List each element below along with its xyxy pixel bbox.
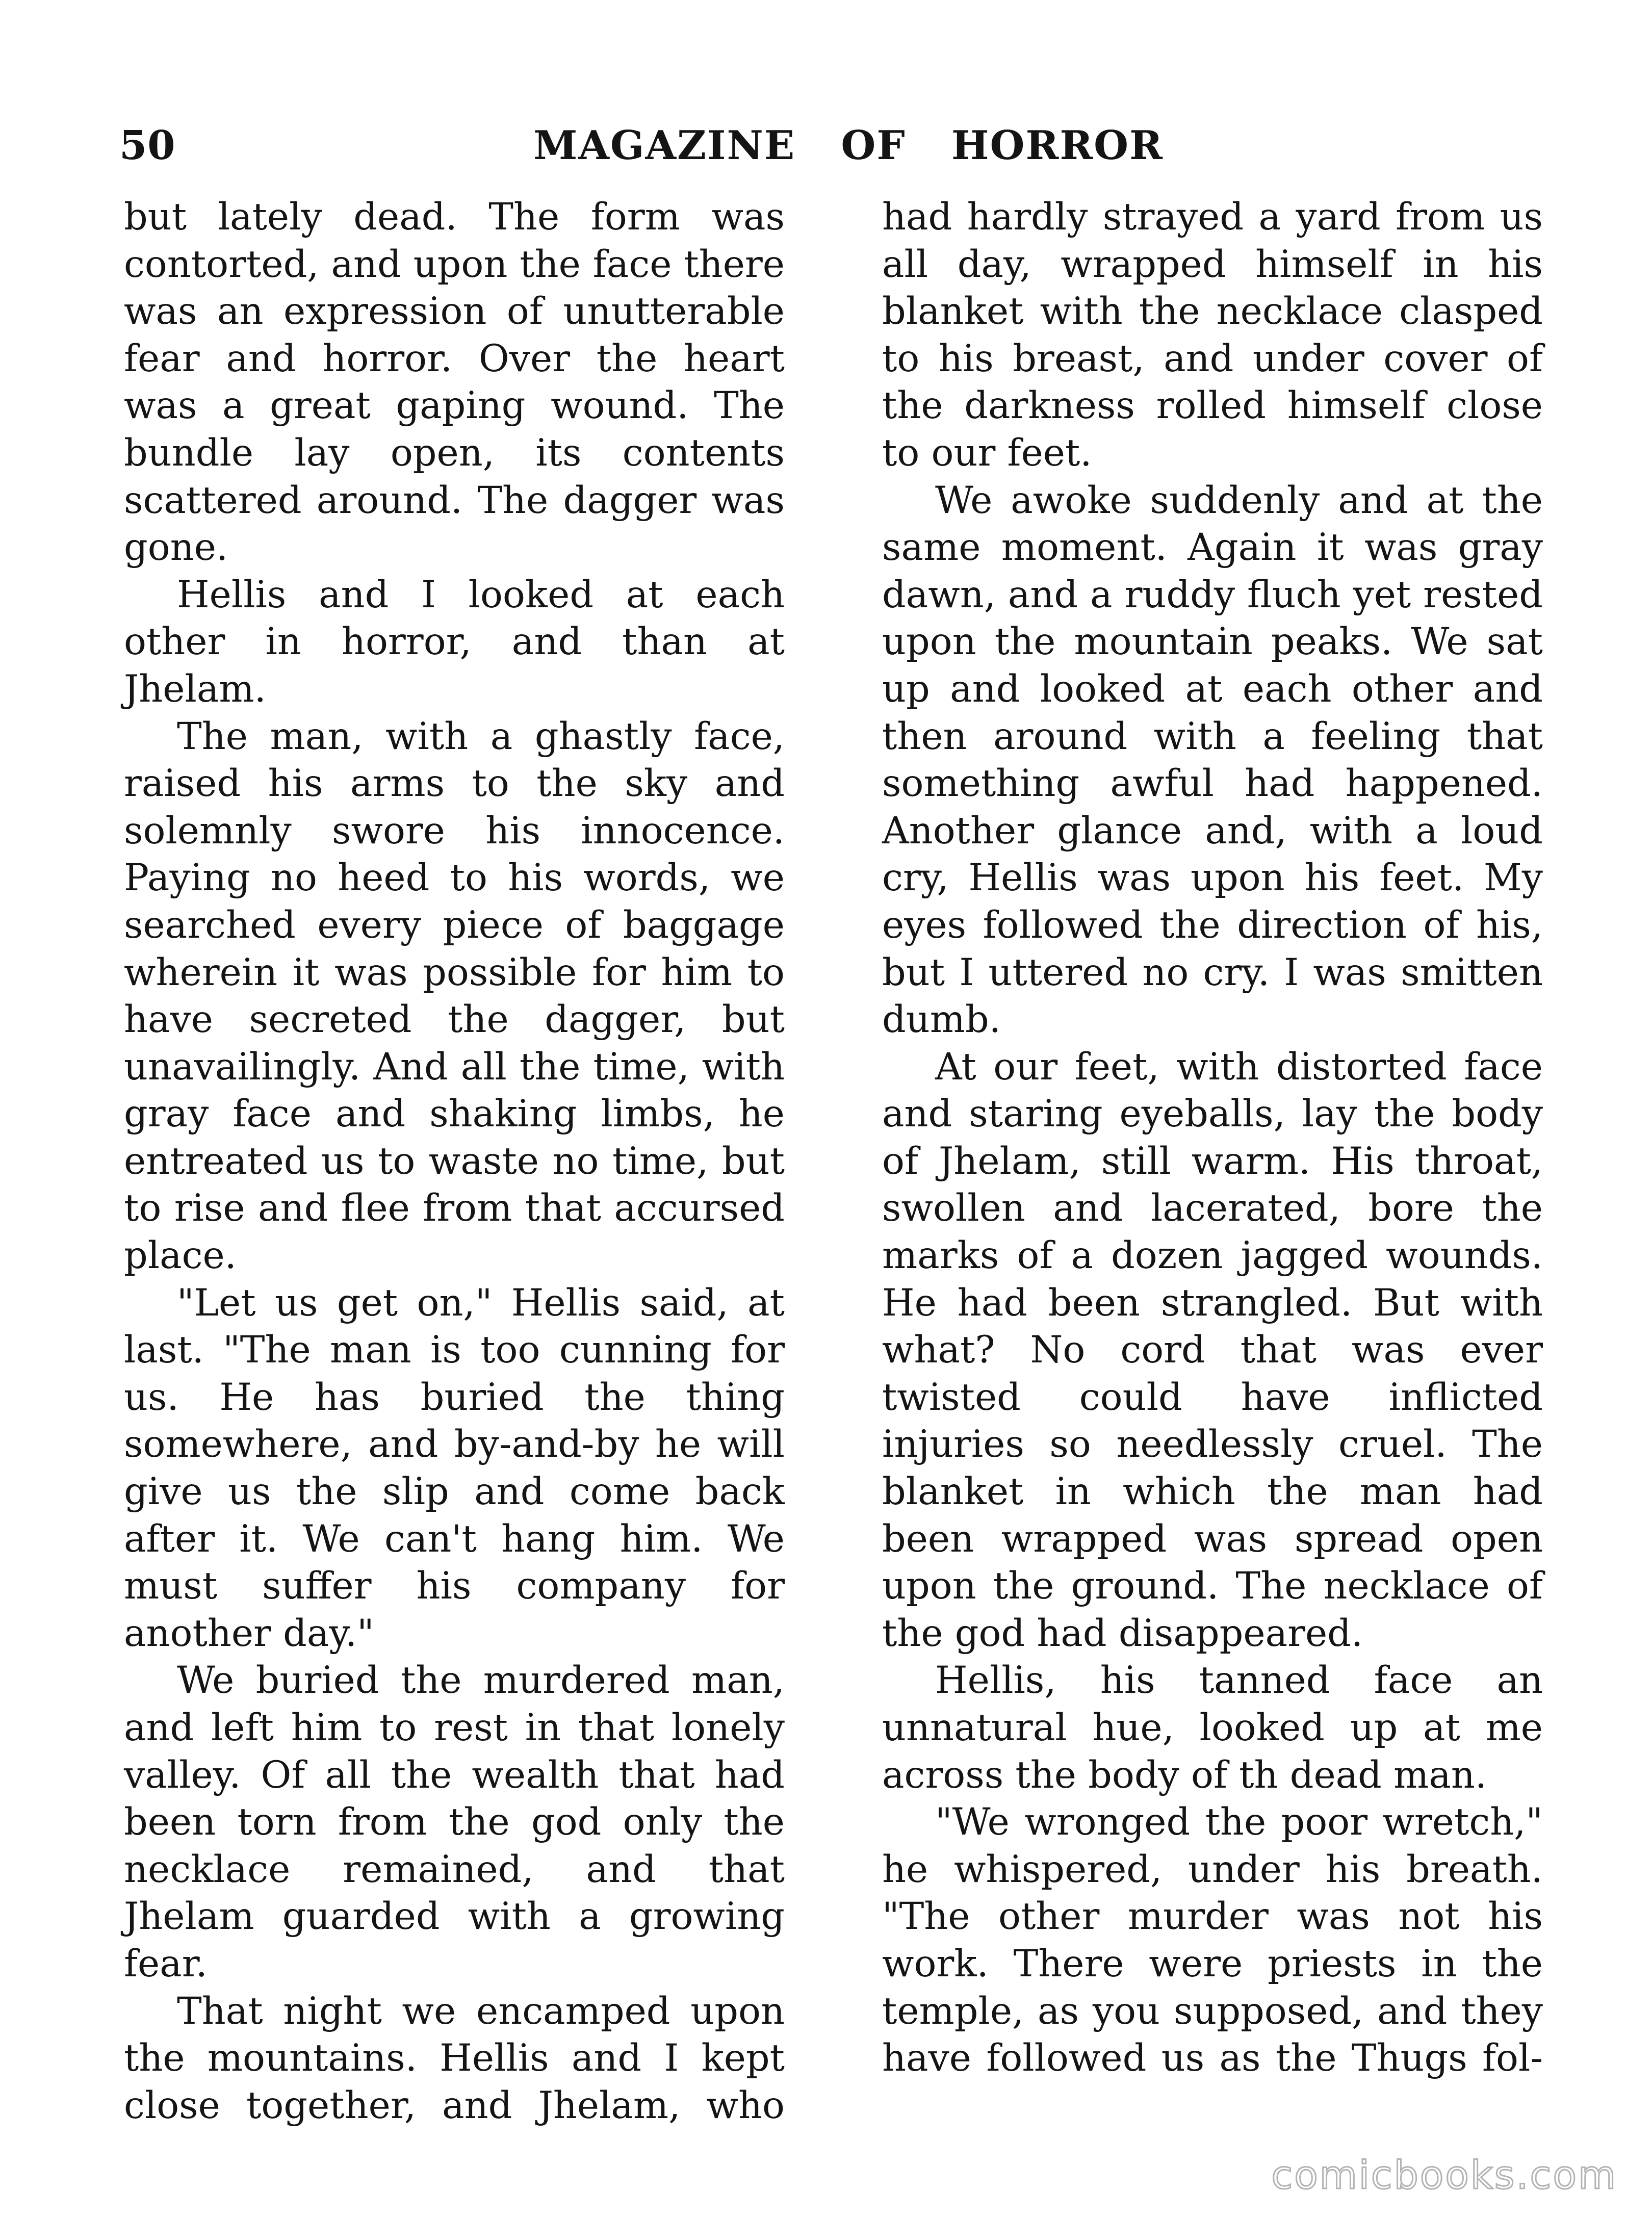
page-header bbox=[119, 122, 1547, 178]
page-number: 50 bbox=[119, 122, 176, 169]
paragraph: had hardly strayed a yard from us all day, wrapped himself in his blanket with the necklace clasped to his breast, and under cover of the darkness rolled himself close to our feet. bbox=[882, 195, 1543, 475]
running-title: MAGAZINE OF HORROR bbox=[533, 122, 1164, 169]
paragraph: "Let us get on," Hellis said, at last. "The man is too cunning for us. He has buried the thing somewhere, and by-and-by he will give us the slip and come back after it. We can't hang him. We must suffer his company for another day." bbox=[124, 1281, 785, 1655]
left-column bbox=[124, 194, 785, 2129]
paragraph: That night we encamped upon the mountains. Hellis and I kept close together, and Jhelam, who bbox=[124, 1989, 785, 2127]
right-column bbox=[882, 194, 1543, 2082]
paragraph: Hellis, his tanned face an unnatural hue, looked up at me across the body of th dead man. bbox=[882, 1659, 1543, 1797]
paragraph: We buried the murdered man, and left him to rest in that lonely valley. Of all the wealth that had been torn from the god only the necklace remained, and that Jhelam guarded with a growing fear. bbox=[124, 1659, 785, 1985]
watermark: comicbooks.com bbox=[1271, 2152, 1617, 2198]
paragraph: but lately dead. The form was contorted, and upon the face there was an expression of unutterable fear and horror. Over the heart was a great gaping wound. The bundle lay open, its contents scattered around. The dagger was gone. bbox=[124, 195, 785, 570]
paragraph: At our feet, with distorted face and staring eyeballs, lay the body of Jhelam, still warm. His throat, swollen and lacerated, bore the marks of a dozen jagged wounds. He had been strangled. But with what? No cord that was ever twisted could have inflicted injuries so needlessly cruel. The blanket in which the man had been wrapped was spread open upon the ground. The necklace of the god had disappeared. bbox=[882, 1045, 1543, 1655]
paragraph: The man, with a ghastly face, raised his arms to the sky and solemnly swore his innocence. Paying no heed to his words, we searched every piece of baggage wherein it was possible for him to have secreted the dagger, but unavailingly. And all the time, with gray face and shaking limbs, he entreated us to waste no time, but to rise and flee from that accursed place. bbox=[124, 714, 785, 1278]
paragraph: Hellis and I looked at each other in horror, and than at Jhelam. bbox=[124, 573, 785, 711]
paragraph: "We wronged the poor wretch," he whispered, under his breath. "The other murder was not his work. There were priests in the temple, as you supposed, and they have followed us as the Thugs fol- bbox=[882, 1800, 1543, 2080]
paragraph: We awoke suddenly and at the same moment. Again it was gray dawn, and a ruddy fluch yet rested upon the mountain peaks. We sat up and looked at each other and then around with a feeling that something awful had happened. Another glance and, with a loud cry, Hellis was upon his feet. My eyes followed the direction of his, but I uttered no cry. I was smitten dumb. bbox=[882, 478, 1543, 1042]
